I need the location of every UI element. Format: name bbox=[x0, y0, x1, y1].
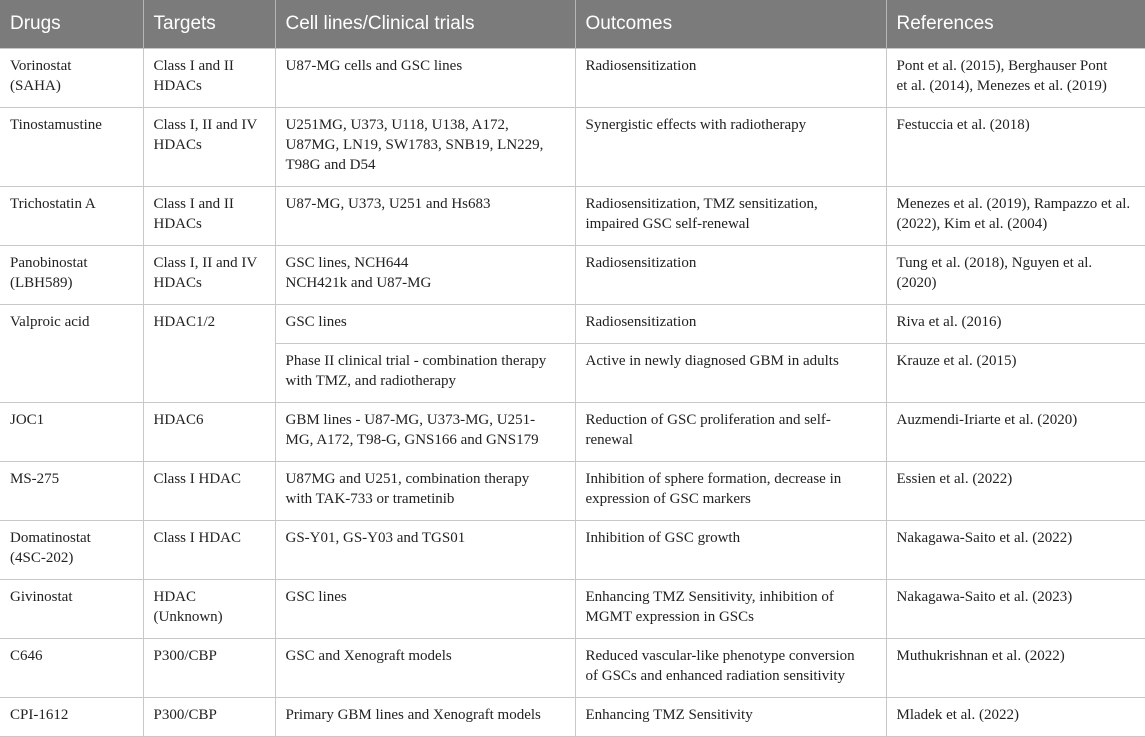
table-row bbox=[0, 107, 1145, 186]
drug-cell: C646 bbox=[0, 638, 143, 697]
outcome-cell: Reduced vascular-like phenotype conversion of GSCs and enhanced radiation sensitivity bbox=[575, 638, 886, 697]
table-row bbox=[0, 461, 1145, 520]
table-header bbox=[0, 0, 1145, 48]
target-cell: HDAC1/2 bbox=[143, 304, 275, 402]
drug-cell: Valproic acid bbox=[0, 304, 143, 402]
reference-cell: Tung et al. (2018), Nguyen et al. (2020) bbox=[886, 245, 1145, 304]
outcome-cell: Radiosensitization bbox=[575, 304, 886, 343]
header-targets: Targets bbox=[143, 0, 275, 48]
cell-lines-cell: GSC and Xenograft models bbox=[275, 638, 575, 697]
drug-cell: CPI-1612 bbox=[0, 697, 143, 736]
table-row bbox=[0, 245, 1145, 304]
drug-cell: MS-275 bbox=[0, 461, 143, 520]
cell-lines-cell: GSC lines, NCH644 NCH421k and U87-MG bbox=[275, 245, 575, 304]
table-row bbox=[0, 520, 1145, 579]
header-references: References bbox=[886, 0, 1145, 48]
table-body bbox=[0, 48, 1145, 736]
reference-cell: Pont et al. (2015), Berghauser Pont et al. (2014), Menezes et al. (2019) bbox=[886, 48, 1145, 107]
table-row bbox=[0, 304, 1145, 343]
reference-cell: Menezes et al. (2019), Rampazzo et al. (2022), Kim et al. (2004) bbox=[886, 186, 1145, 245]
outcome-cell: Radiosensitization bbox=[575, 48, 886, 107]
cell-lines-cell: GS-Y01, GS-Y03 and TGS01 bbox=[275, 520, 575, 579]
cell-lines-cell: U87MG and U251, combination therapy with TAK-733 or trametinib bbox=[275, 461, 575, 520]
outcome-cell: Inhibition of GSC growth bbox=[575, 520, 886, 579]
outcome-cell: Enhancing TMZ Sensitivity, inhibition of MGMT expression in GSCs bbox=[575, 579, 886, 638]
outcome-cell: Radiosensitization, TMZ sensitization, impaired GSC self-renewal bbox=[575, 186, 886, 245]
reference-cell: Muthukrishnan et al. (2022) bbox=[886, 638, 1145, 697]
drug-cell: JOC1 bbox=[0, 402, 143, 461]
table-row bbox=[0, 48, 1145, 107]
header-drugs: Drugs bbox=[0, 0, 143, 48]
cell-lines-cell: GSC lines bbox=[275, 579, 575, 638]
header-row bbox=[0, 0, 1145, 48]
cell-lines-cell: GBM lines - U87-MG, U373-MG, U251- MG, A172, T98-G, GNS166 and GNS179 bbox=[275, 402, 575, 461]
cell-lines-cell: Primary GBM lines and Xenograft models bbox=[275, 697, 575, 736]
outcome-cell: Enhancing TMZ Sensitivity bbox=[575, 697, 886, 736]
target-cell: HDAC6 bbox=[143, 402, 275, 461]
target-cell: Class I and II HDACs bbox=[143, 186, 275, 245]
reference-cell: Krauze et al. (2015) bbox=[886, 343, 1145, 402]
drug-cell: Trichostatin A bbox=[0, 186, 143, 245]
cell-lines-cell: U251MG, U373, U118, U138, A172, U87MG, LN19, SW1783, SNB19, LN229, T98G and D54 bbox=[275, 107, 575, 186]
header-cell-lines: Cell lines/Clinical trials bbox=[275, 0, 575, 48]
header-outcomes: Outcomes bbox=[575, 0, 886, 48]
drug-cell: Domatinostat (4SC-202) bbox=[0, 520, 143, 579]
table-row bbox=[0, 402, 1145, 461]
reference-cell: Auzmendi-Iriarte et al. (2020) bbox=[886, 402, 1145, 461]
target-cell: Class I and II HDACs bbox=[143, 48, 275, 107]
table-row bbox=[0, 579, 1145, 638]
reference-cell: Nakagawa-Saito et al. (2022) bbox=[886, 520, 1145, 579]
target-cell: HDAC (Unknown) bbox=[143, 579, 275, 638]
target-cell: Class I HDAC bbox=[143, 461, 275, 520]
cell-lines-cell: Phase II clinical trial - combination therapy with TMZ, and radiotherapy bbox=[275, 343, 575, 402]
reference-cell: Mladek et al. (2022) bbox=[886, 697, 1145, 736]
target-cell: P300/CBP bbox=[143, 638, 275, 697]
cell-lines-cell: U87-MG, U373, U251 and Hs683 bbox=[275, 186, 575, 245]
outcome-cell: Radiosensitization bbox=[575, 245, 886, 304]
drug-cell: Panobinostat (LBH589) bbox=[0, 245, 143, 304]
reference-cell: Festuccia et al. (2018) bbox=[886, 107, 1145, 186]
cell-lines-cell: GSC lines bbox=[275, 304, 575, 343]
target-cell: Class I, II and IV HDACs bbox=[143, 107, 275, 186]
table-row bbox=[0, 697, 1145, 736]
table-row bbox=[0, 186, 1145, 245]
target-cell: Class I, II and IV HDACs bbox=[143, 245, 275, 304]
reference-cell: Riva et al. (2016) bbox=[886, 304, 1145, 343]
drug-cell: Givinostat bbox=[0, 579, 143, 638]
outcome-cell: Inhibition of sphere formation, decrease in expression of GSC markers bbox=[575, 461, 886, 520]
reference-cell: Nakagawa-Saito et al. (2023) bbox=[886, 579, 1145, 638]
outcome-cell: Active in newly diagnosed GBM in adults bbox=[575, 343, 886, 402]
drug-cell: Tinostamustine bbox=[0, 107, 143, 186]
outcome-cell: Reduction of GSC proliferation and self- renewal bbox=[575, 402, 886, 461]
table-row bbox=[0, 638, 1145, 697]
outcome-cell: Synergistic effects with radiotherapy bbox=[575, 107, 886, 186]
target-cell: P300/CBP bbox=[143, 697, 275, 736]
target-cell: Class I HDAC bbox=[143, 520, 275, 579]
cell-lines-cell: U87-MG cells and GSC lines bbox=[275, 48, 575, 107]
drug-cell: Vorinostat (SAHA) bbox=[0, 48, 143, 107]
reference-cell: Essien et al. (2022) bbox=[886, 461, 1145, 520]
